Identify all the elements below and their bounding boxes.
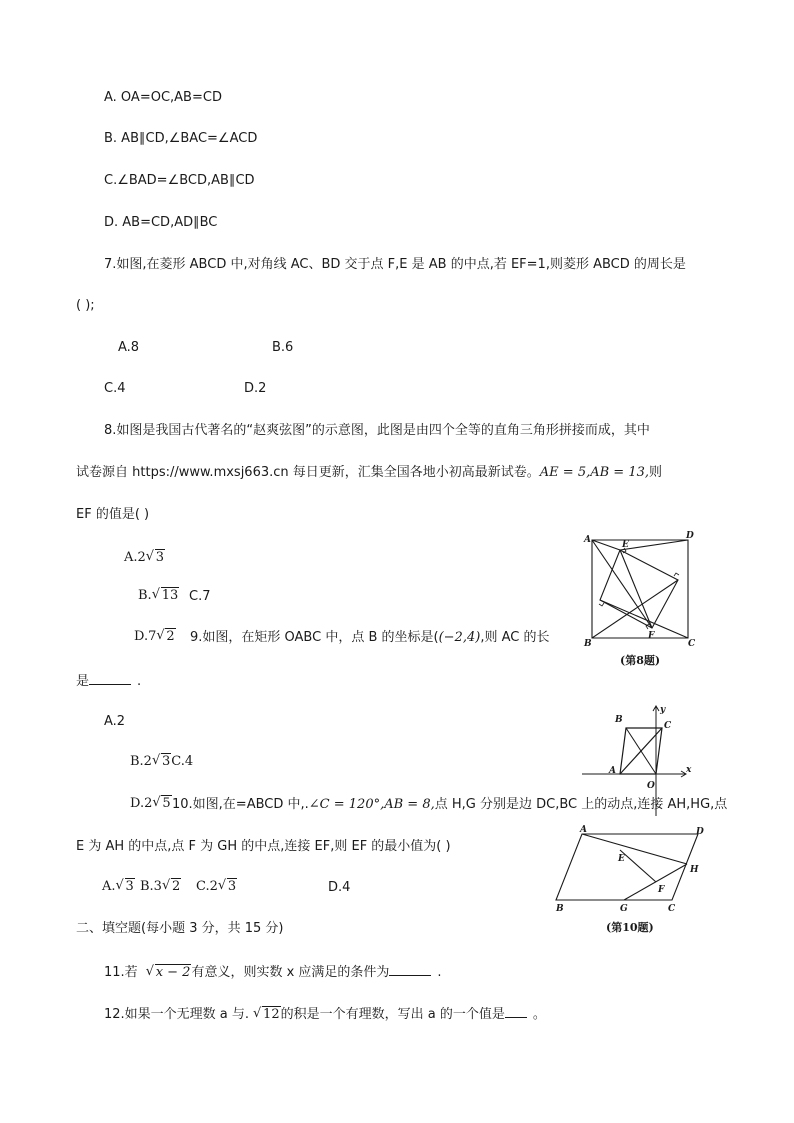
q11-stem: 11.若√ x − 2有意义，则实数 x 应满足的条件为 . (104, 963, 442, 981)
fig10-label-e: E (618, 854, 625, 864)
q7-option-c: C.4 (104, 381, 126, 396)
q8-given-values: AE = 5,AB = 13, (539, 465, 649, 480)
fig9-label-o: O (647, 781, 655, 791)
q8-option-c: C.7 (189, 589, 211, 604)
q10-stem-line1: 10.如图,在=ABCD 中,.∠C = 120°,AB = 8,点 H,G 分别是边 DC,BC 上的动点,连接 AH,HG,点 (172, 797, 728, 812)
q12-stem: 12.如果一个无理数 a 与.√ 12的积是一个有理数，写出 a 的一个值是 。 (104, 1005, 546, 1023)
q7-stem-line2: ( ); (76, 298, 95, 313)
q9-point-b-coord: (−2,4) (438, 630, 481, 645)
fig9-label-b: B (615, 715, 623, 725)
figure-8-zhao-shuang-diagram (584, 531, 696, 649)
q7-option-a: A.8 (118, 340, 140, 355)
fig8-label-f: F (648, 631, 655, 641)
fig10-label-b: B (556, 904, 564, 914)
q6-option-d: D. AB=CD,AD∥BC (104, 215, 218, 230)
q9-stem-line1: 9.如图，在矩形 OABC 中，点 B 的坐标是((−2,4),则 AC 的长 (190, 630, 550, 645)
q10-option-b: B.3√ 2 (140, 879, 181, 895)
fig8-label-d: D (686, 531, 694, 541)
fig9-label-x: x (686, 765, 692, 775)
q8-source-text: 试卷源自 https://www.mxsj663.cn 每日更新，汇集全国各地小初高最新试卷。 (76, 465, 540, 480)
q9-option-a: A.2 (104, 714, 126, 729)
q8-stem-line2-end: 则 (649, 465, 663, 480)
fig8-label-a: A (584, 535, 591, 545)
q8-stem-line2 (76, 465, 662, 481)
q12-radicand: 12 (263, 1007, 280, 1022)
fig8-label-b: B (584, 639, 592, 649)
q10-stem-line2: E 为 AH 的中点,点 F 为 GH 的中点,连接 EF,则 EF 的最小值为( ) (76, 839, 451, 854)
fig9-label-c: C (664, 721, 672, 731)
q11-radicand: x − 2 (155, 965, 191, 980)
q9-option-b: B.2√ 3C.4 (130, 754, 193, 770)
fig10-label-d: D (696, 827, 704, 837)
q10-option-c: C.2√ 3 (196, 879, 237, 895)
q10-option-a: A.√ 3 (102, 879, 135, 895)
q6-option-c: C.∠BAD=∠BCD,AB∥CD (104, 173, 255, 188)
q8-stem-line1: 8.如图是我国古代著名的“赵爽弦图”的示意图，此图是由四个全等的直角三角形拼接而成，其中 (104, 423, 650, 438)
q8-option-b: B.√ 13 (138, 588, 179, 604)
fig10-label-g: G (620, 904, 628, 914)
q6-option-b: B. AB∥CD,∠BAC=∠ACD (104, 131, 258, 146)
fig9-label-y: y (660, 705, 666, 715)
q10-option-d: D.4 (328, 880, 351, 895)
q9-option-c: C.4 (171, 754, 194, 769)
q6-option-a: A. OA=OC,AB=CD (104, 90, 222, 105)
fig10-label-f: F (658, 885, 665, 895)
q7-option-d: D.2 (244, 381, 267, 396)
q8-stem-line3: EF 的值是( ) (76, 507, 150, 522)
figure-10-parallelogram (556, 824, 706, 916)
q10-given-values: ∠C = 120°,AB = 8, (308, 797, 435, 812)
q8-option-d: D.7√ 2 (134, 629, 176, 645)
fig10-label-c: C (668, 904, 676, 914)
q7-option-b: B.6 (272, 340, 294, 355)
q8-option-a: A.2√ 3 (124, 550, 165, 566)
section-2-title: 二、填空题(每小题 3 分，共 15 分) (76, 921, 284, 936)
q9-stem-line2: 是 . (76, 674, 142, 689)
q7-stem-line1: 7.如图,在菱形 ABCD 中,对角线 AC、BD 交于点 F,E 是 AB 的中点,若 EF=1,则菱形 ABCD 的周长是 (104, 257, 686, 272)
q9-option-d: D.2√ 5 (130, 796, 172, 812)
fig10-label-a: A (580, 825, 587, 835)
figure-8-caption: (第8题) (620, 654, 661, 667)
fig8-label-e: E (622, 540, 629, 550)
fig9-label-a: A (609, 766, 616, 776)
figure-10-caption: (第10题) (606, 921, 654, 934)
fig8-label-c: C (688, 639, 696, 649)
fig10-label-h: H (690, 865, 699, 875)
